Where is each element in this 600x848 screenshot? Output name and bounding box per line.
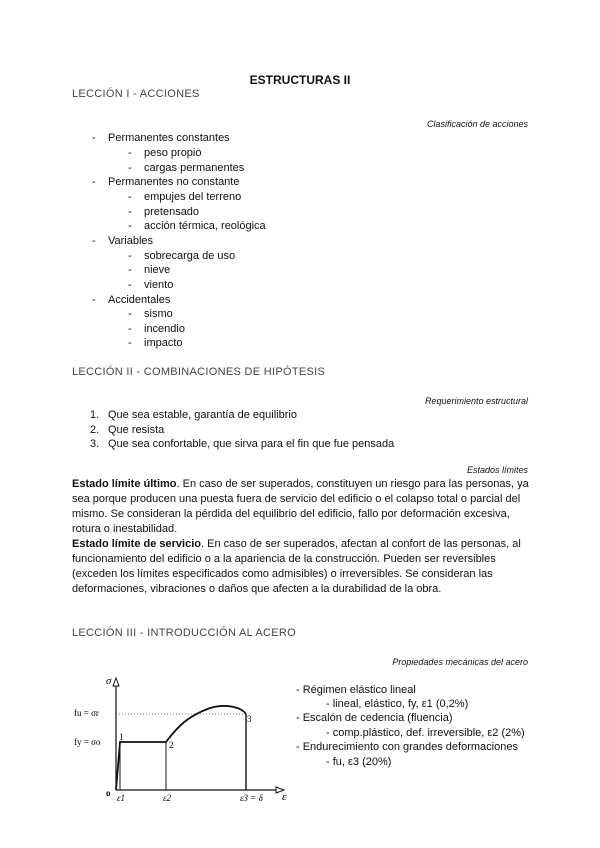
stress-strain-curve	[116, 706, 246, 790]
list-item: peso propio	[144, 147, 202, 159]
eps1-label: ε1	[117, 793, 126, 803]
lesson-2-side-label: Requerimiento estructural	[424, 396, 528, 406]
stress-strain-diagram	[70, 670, 300, 805]
group-label: Variables	[108, 235, 154, 247]
els-title: Estado límite de servicio	[72, 538, 201, 550]
lesson-1-heading: LECCIÓN I - ACCIONES	[72, 88, 200, 100]
property-item: - lineal, elástico, fy, ε1 (0,2%)	[326, 698, 469, 710]
elu-paragraph	[72, 477, 532, 537]
lesson-1-side-label: Clasificación de acciones	[426, 119, 528, 129]
limit-states-label: Estados límites	[466, 465, 528, 475]
eps3-label: ε3 = δ	[240, 793, 263, 803]
list-item: empujes del terreno	[144, 191, 242, 203]
list-item: nieve	[144, 264, 171, 276]
els-paragraph	[72, 537, 532, 597]
list-item: sobrecarga de uso	[144, 250, 236, 262]
group-label: Permanentes constantes	[108, 132, 230, 144]
list-item: Que sea estable, garantía de equilibrio	[108, 409, 297, 421]
list-item: cargas permanentes	[144, 162, 245, 174]
list-item: Que sea confortable, que sirva para el fin que fue pensada	[108, 438, 395, 450]
list-item: Que resista	[108, 424, 165, 436]
group-label: Permanentes no constante	[108, 176, 240, 188]
y-axis-label: σ	[106, 675, 112, 687]
lesson-3-heading: LECCIÓN III - INTRODUCCIÓN AL ACERO	[72, 627, 297, 639]
fu-label: fu = σr	[74, 708, 99, 718]
list-item: acción térmica, reológica	[144, 220, 266, 232]
property-item: - Endurecimiento con grandes deformaciones	[296, 741, 518, 753]
list-item: sismo	[144, 308, 173, 320]
fy-label: fy = σo	[74, 737, 101, 747]
elu-title: Estado límite último	[72, 478, 177, 490]
document-title: ESTRUCTURAS II	[249, 73, 351, 87]
x-axis-label: ε	[282, 791, 287, 803]
point-2-label: 2	[169, 740, 174, 750]
point-1-label: 1	[119, 732, 124, 742]
list-item: pretensado	[144, 206, 200, 218]
list-item: impacto	[144, 337, 183, 349]
elu-text: . En caso de ser superados, constituyen un riesgo para las personas, ya sea porque producen una puesta fuera de servicio del edificio o el colapso total o parcial del mismo. Se consideran la pérdida del equilibrio del edificio, fallo por deformación excesiva, rotura o inestabilidad.	[72, 478, 529, 535]
lesson-3-side-label: Propiedades mecánicas del acero	[392, 657, 528, 667]
lesson-2-heading: LECCIÓN II - COMBINACIONES DE HIPÓTESIS	[72, 366, 326, 378]
property-item: - fu, ε3 (20%)	[326, 756, 392, 768]
point-3-label: 3	[247, 714, 252, 724]
group-label: Accidentales	[108, 294, 171, 306]
els-text: . En caso de ser superados, afectan al confort de las personas, al funcionamiento del edificio o a la apariencia de la construcción. Pueden ser reversibles (exceden los límites especificados como admisibles) o irreversibles. Se consideran las deformaciones, vibraciones o daños que afecten a la durabilidad de la obra.	[72, 538, 521, 595]
list-item: viento	[144, 279, 174, 291]
property-item: - Régimen elástico lineal	[296, 684, 416, 696]
y-axis-arrow	[113, 678, 119, 686]
property-item: - Escalón de cedencia (fluencia)	[296, 712, 453, 724]
eps2-label: ε2	[163, 793, 172, 803]
list-item: incendio	[144, 323, 185, 335]
origin-label: o	[106, 788, 111, 798]
property-item: - comp.plástico, def. irreversible, ε2 (2%)	[326, 727, 525, 739]
